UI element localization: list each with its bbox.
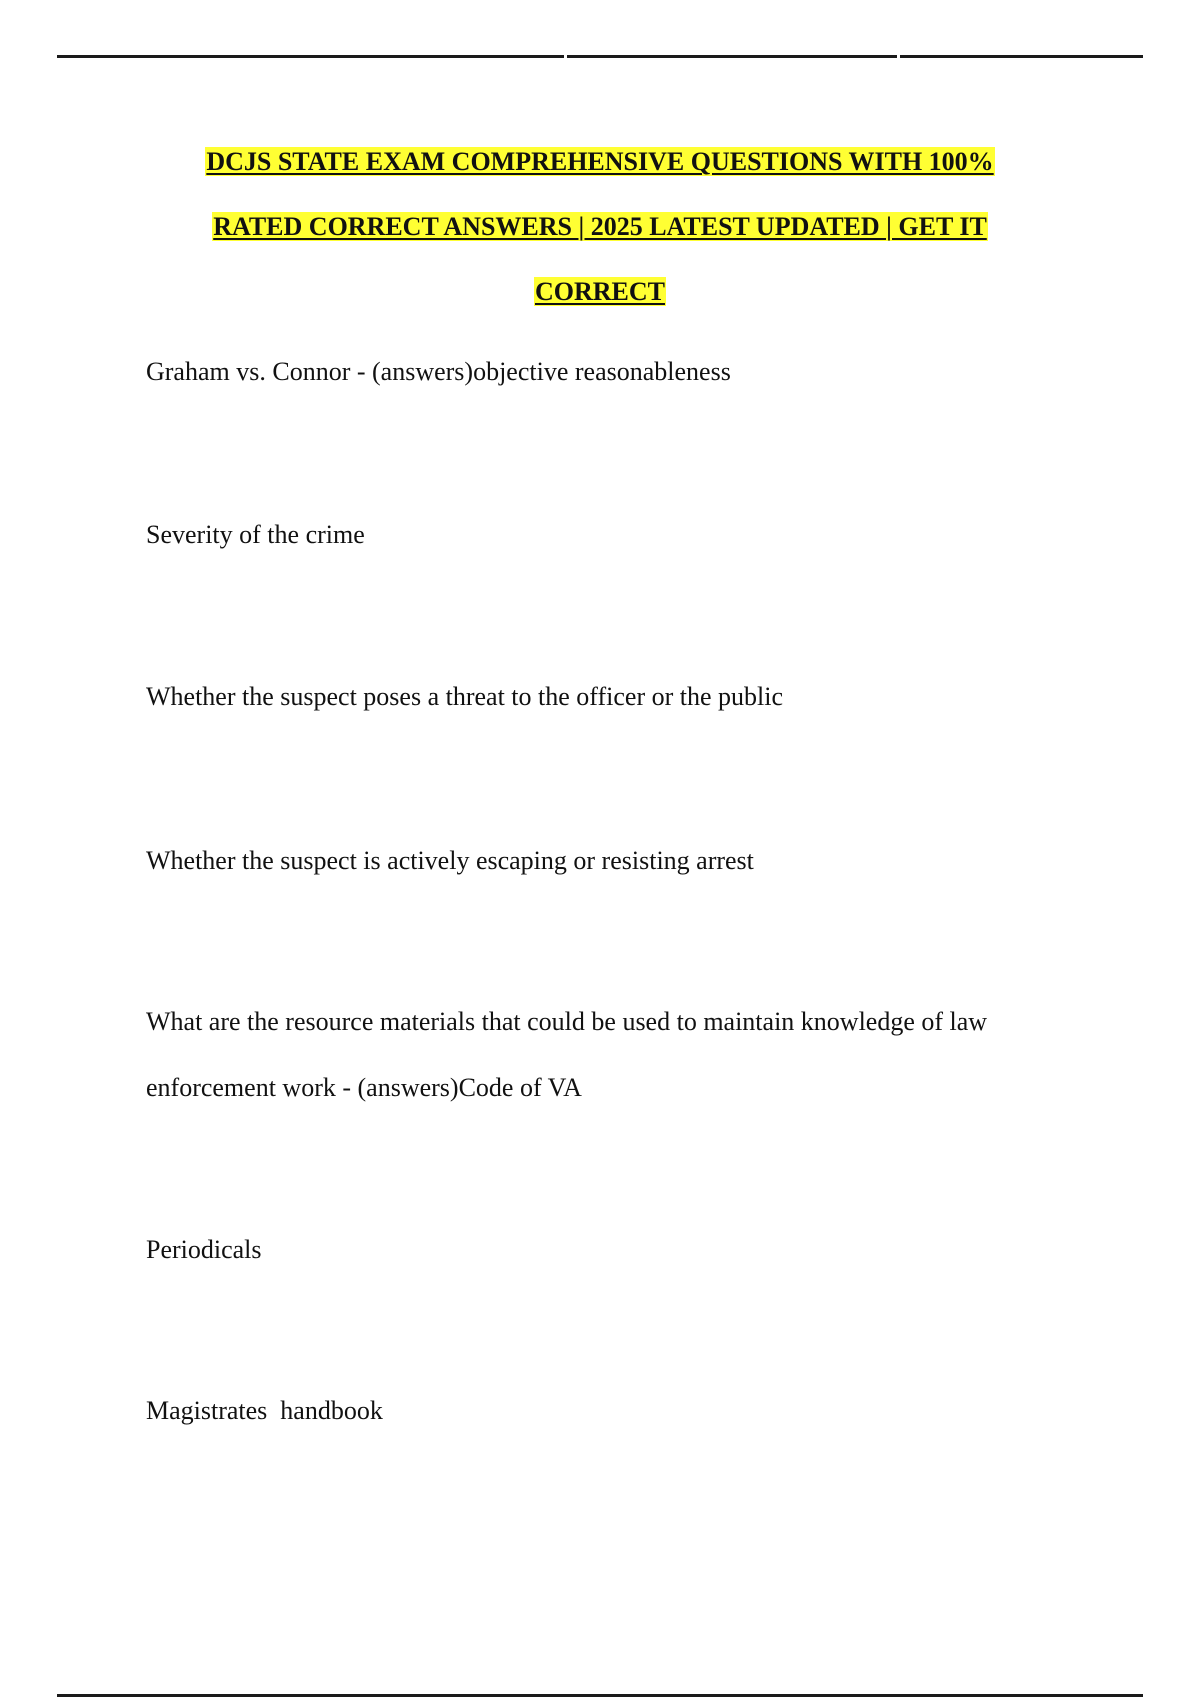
body-line: enforcement work - (answers)Code of VA [146,1073,582,1102]
top-rule-3 [900,55,1143,58]
body-line: Whether the suspect is actively escaping or resisting arrest [146,846,754,875]
bottom-rule [57,1694,1143,1697]
document-title-line-2 [0,212,1200,242]
document-title-line-1 [0,147,1200,177]
top-rule-2 [567,55,897,58]
body-line: Whether the suspect poses a threat to the officer or the public [146,682,784,711]
body-line: Severity of the crime [146,520,365,549]
body-line: What are the resource materials that could be used to maintain knowledge of law [146,1007,988,1036]
body-line: Periodicals [146,1235,262,1264]
body-line: Magistrates handbook [146,1396,383,1425]
document-title-line-3 [0,277,1200,307]
body-line: Graham vs. Connor - (answers)objective reasonableness [146,357,731,386]
title-text: CORRECT [534,277,665,306]
title-text: DCJS STATE EXAM COMPREHENSIVE QUESTIONS WITH 100% [206,147,994,176]
top-rule-1 [57,55,564,58]
title-text: RATED CORRECT ANSWERS | 2025 LATEST UPDATED | GET IT [213,212,987,241]
